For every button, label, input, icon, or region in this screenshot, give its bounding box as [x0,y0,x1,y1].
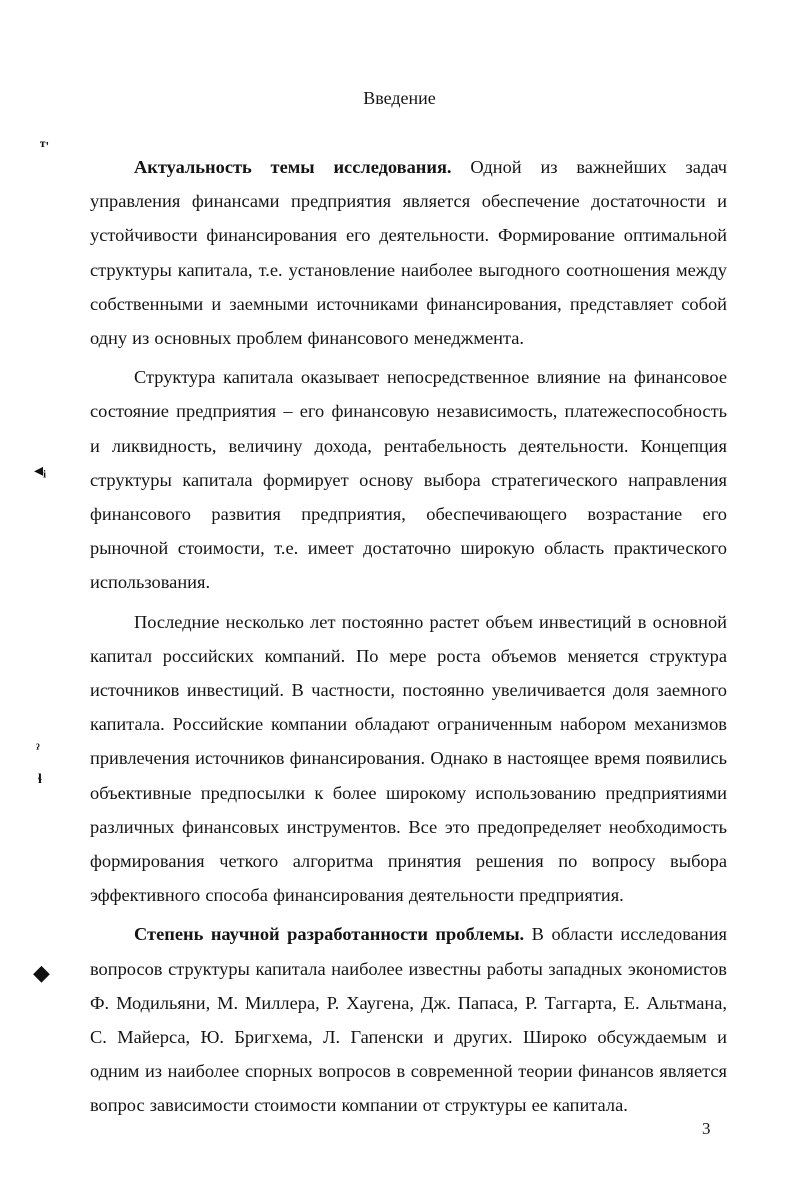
paragraph-lead: Актуальность темы исследования. [134,157,452,177]
page-title: Введение [363,88,436,108]
scan-artifact-mark: ɬ [38,772,42,787]
paragraph-text: В области исследования вопросов структуры капитала наиболее известны работы западных экономистов Ф. Модильяни, М. Миллера, Р. Хаугена, Дж. Папаса, Р. Таггарта, Е. Альтмана, С. Майерса, Ю. Бригхема, Л. Гапенски и других. Широко обсуждаемым и одним из наиболее спорных вопросов в современной теории финансов является вопрос зависимости стоимости компании от структуры ее капитала. [90,924,727,1116]
scan-artifact-mark: ᵀ' [40,140,50,155]
paragraph-text: Одной из важнейших задач управления финансами предприятия является обеспечение достаточности и устойчивости финансирования его деятельности. Формирование оптимальной структуры капитала, т.е. установление наиболее выгодного соотношения между собственными и заемными источниками финансирования, представляет собой одну из основных проблем финансового менеджмента. [90,157,728,349]
paragraph-text: Структура капитала оказывает непосредственное влияние на финансовое состояние предприятия – его финансовую независимость, платежеспособность и ликвидность, величину дохода, рентабельность деятельности. Концепция структуры капитала формирует основу выбора стратегического направления финансового развития предприятия, обеспечивающего возрастание его рыночной стоимости, т.е. имеет достаточно широкую область практического использования. [90,367,727,593]
paragraph-lead: Степень научной разработанности проблемы. [134,924,525,945]
paragraph-capital-structure [90,360,727,599]
page-number: 3 [702,1119,711,1138]
scan-artifact-mark: ◂ᵢ [34,460,47,480]
paragraph-relevance [90,150,727,355]
body-text [90,150,727,1123]
scan-artifact-mark: ˀ [36,742,40,757]
paragraph-text: Последние несколько лет постоянно растет объем инвестиций в основной капитал российских компаний. По мере роста объемов меняется структура источников инвестиций. В частности, постоянно увеличивается доля заемного капитала. Российские компании обладают ограниченным набором механизмов привлечения источников финансирования. Однако в настоящее время появились объективные предпосылки к более широкому использованию предприятиями различных финансовых инструментов. Все это предопределяет необходимость формирования четкого алгоритма принятия решения по вопросу выбора эффективного способа финансирования деятельности предприятия. [90,611,727,906]
scan-artifact-mark: ◆ [33,960,50,985]
paragraph-investments [90,605,727,913]
paragraph-research-degree [90,917,727,1122]
